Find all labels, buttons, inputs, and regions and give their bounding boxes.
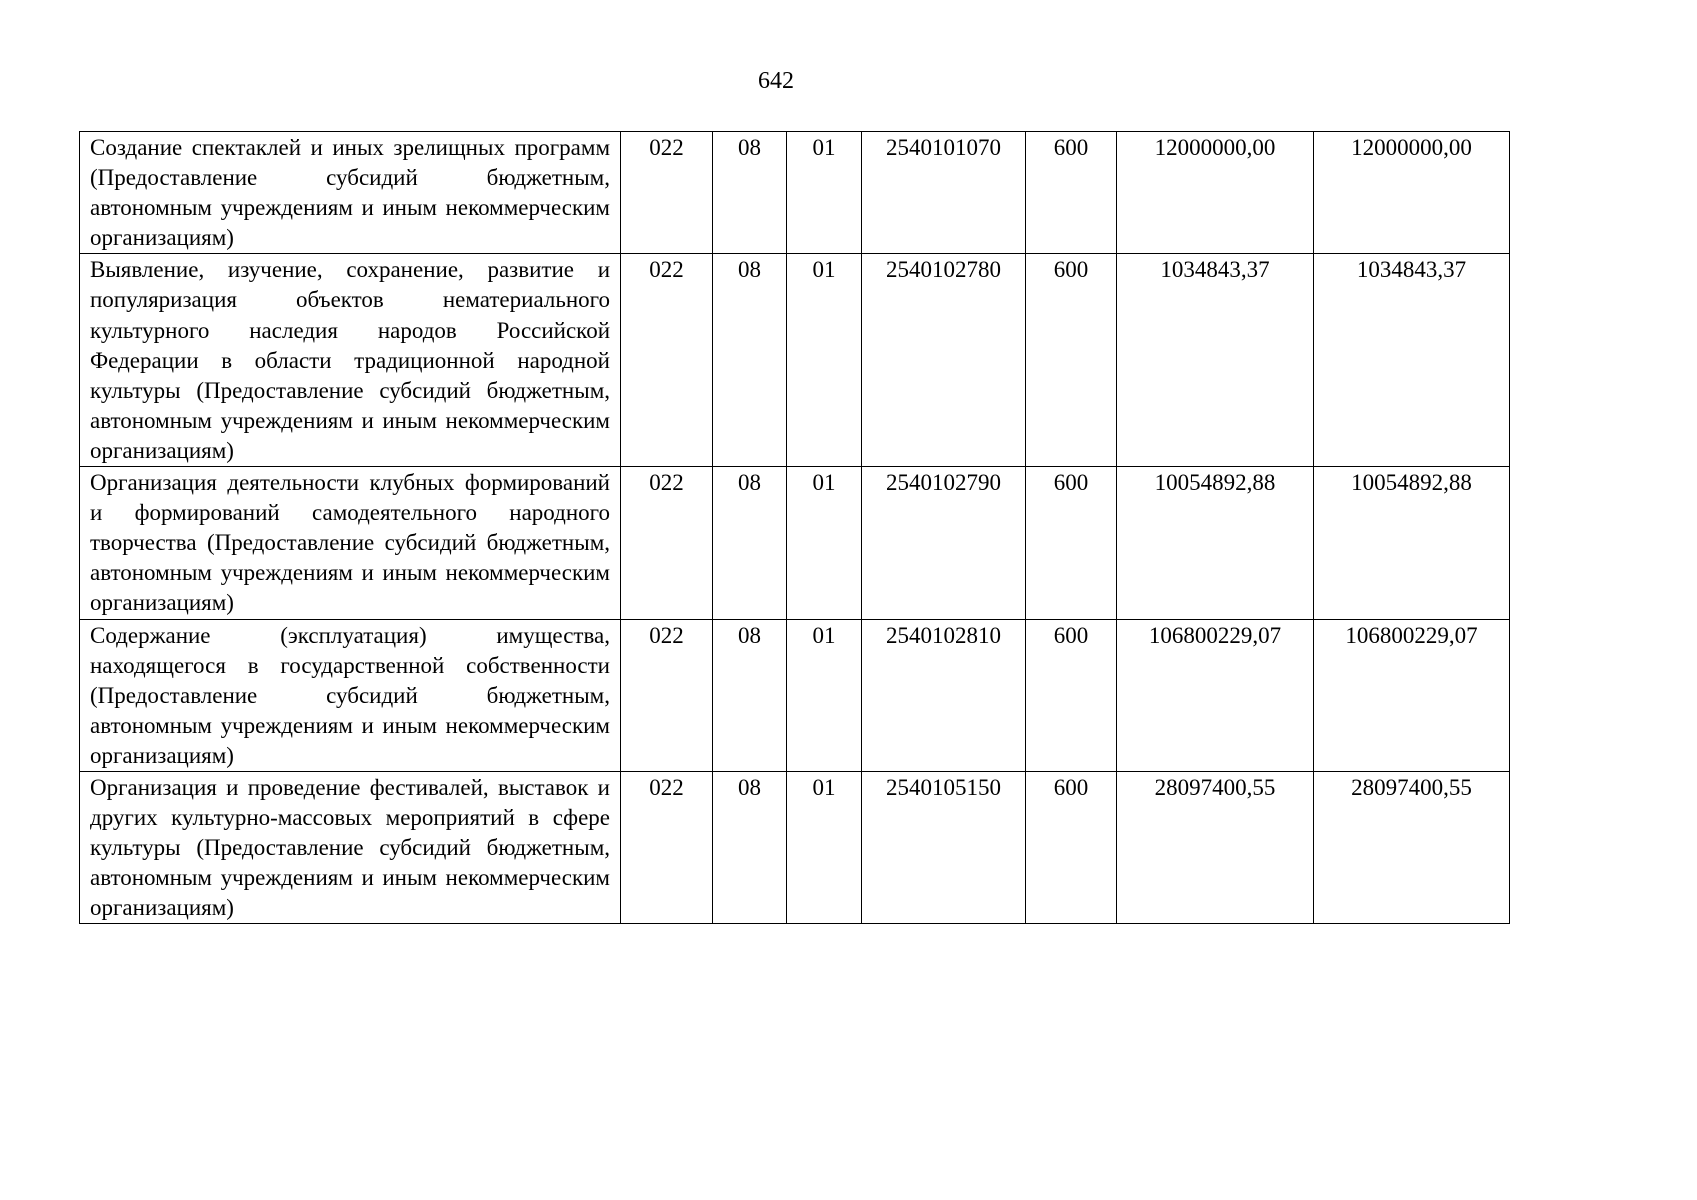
amount-1: 106800229,07	[1117, 619, 1314, 771]
expense-type-code: 600	[1026, 132, 1117, 254]
table-row	[80, 254, 1510, 467]
section-code: 08	[713, 619, 787, 771]
subsection-code: 01	[787, 132, 862, 254]
ministry-code: 022	[621, 771, 713, 923]
amount-1: 10054892,88	[1117, 467, 1314, 619]
amount-2: 1034843,37	[1314, 254, 1510, 467]
section-code: 08	[713, 132, 787, 254]
ministry-code: 022	[621, 132, 713, 254]
table-row	[80, 467, 1510, 619]
section-code: 08	[713, 771, 787, 923]
expense-type-code: 600	[1026, 619, 1117, 771]
page-number: 642	[758, 68, 794, 94]
target-article-code: 2540101070	[862, 132, 1026, 254]
row-description: Содержание (эксплуатация) имущества, находящегося в государственной собственности (Предоставление субсидий бюджетным, автономным учреждениям и иным некоммерческим организациям)	[80, 619, 621, 771]
row-description: Организация деятельности клубных формирований и формирований самодеятельного народного творчества (Предоставление субсидий бюджетным, автономным учреждениям и иным некоммерческим организациям)	[80, 467, 621, 619]
amount-1: 28097400,55	[1117, 771, 1314, 923]
subsection-code: 01	[787, 254, 862, 467]
ministry-code: 022	[621, 254, 713, 467]
amount-2: 12000000,00	[1314, 132, 1510, 254]
subsection-code: 01	[787, 771, 862, 923]
row-description: Организация и проведение фестивалей, выставок и других культурно-массовых мероприятий в сфере культуры (Предоставление субсидий бюджетным, автономным учреждениям и иным некоммерческим организациям)	[80, 771, 621, 923]
expense-type-code: 600	[1026, 254, 1117, 467]
row-description: Выявление, изучение, сохранение, развитие и популяризация объектов нематериального культурного наследия народов Российской Федерации в области традиционной народной культуры (Предоставление субсидий бюджетным, автономным учреждениям и иным некоммерческим организациям)	[80, 254, 621, 467]
target-article-code: 2540102810	[862, 619, 1026, 771]
target-article-code: 2540102790	[862, 467, 1026, 619]
target-article-code: 2540102780	[862, 254, 1026, 467]
expense-type-code: 600	[1026, 467, 1117, 619]
amount-1: 12000000,00	[1117, 132, 1314, 254]
table-row	[80, 132, 1510, 254]
target-article-code: 2540105150	[862, 771, 1026, 923]
section-code: 08	[713, 254, 787, 467]
section-code: 08	[713, 467, 787, 619]
ministry-code: 022	[621, 619, 713, 771]
amount-1: 1034843,37	[1117, 254, 1314, 467]
table-row	[80, 771, 1510, 923]
amount-2: 10054892,88	[1314, 467, 1510, 619]
subsection-code: 01	[787, 467, 862, 619]
budget-table	[79, 131, 1510, 924]
ministry-code: 022	[621, 467, 713, 619]
subsection-code: 01	[787, 619, 862, 771]
expense-type-code: 600	[1026, 771, 1117, 923]
row-description: Создание спектаклей и иных зрелищных программ (Предоставление субсидий бюджетным, автономным учреждениям и иным некоммерческим организациям)	[80, 132, 621, 254]
table-row	[80, 619, 1510, 771]
amount-2: 106800229,07	[1314, 619, 1510, 771]
amount-2: 28097400,55	[1314, 771, 1510, 923]
